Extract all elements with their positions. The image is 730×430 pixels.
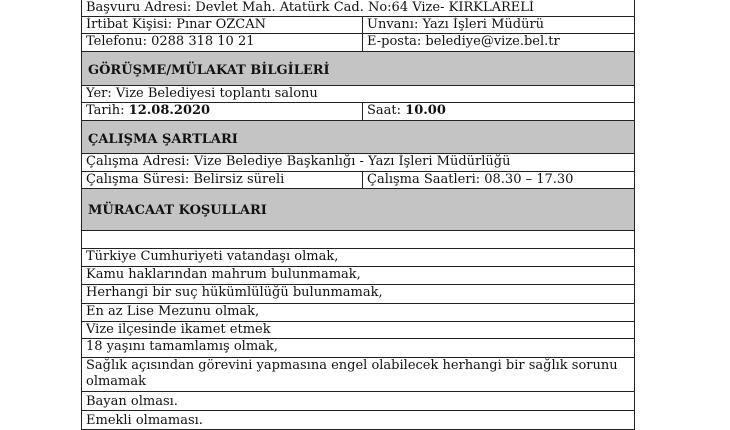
work-heading: ÇALIŞMA ŞARTLARI (88, 132, 238, 147)
contact-title: Unvanı: Yazı İşleri Müdürü (362, 17, 634, 33)
work-hours: Çalışma Saatleri: 08.30 – 17.30 (362, 172, 634, 188)
requirement-item: Bayan olması. (86, 394, 178, 409)
work-address: Çalışma Adresi: Vize Belediye Başkanlığı - Yazı İşleri Müdürlüğü (86, 154, 511, 169)
time-label: Saat: (367, 103, 406, 118)
requirement-row (82, 392, 634, 411)
requirement-row (82, 322, 634, 339)
requirement-item: Emekli olmaması. (86, 413, 203, 428)
requirement-row (82, 358, 634, 392)
work-header (82, 121, 634, 154)
requirement-item: Kamu haklarından mahrum bulunmamak, (86, 267, 361, 282)
spacer-row (82, 231, 634, 249)
contact-person: İrtibat Kişisi: Pınar ÖZCAN (86, 17, 266, 32)
time-value: 10.00 (405, 103, 446, 118)
requirements-heading: MÜRACAAT KOŞULLARI (88, 203, 267, 218)
work-address-row (82, 154, 634, 172)
requirement-item: En az Lise Mezunu olmak, (86, 304, 260, 319)
application-address: Başvuru Adresi: Devlet Mah. Atatürk Cad. No:64 Vize- KIRKLARELİ (86, 0, 535, 15)
spacer (82, 231, 634, 248)
interview-time (362, 103, 634, 120)
work-schedule-row (82, 172, 634, 189)
requirement-item: Herhangi bir suç hükümlülüğü bulunmamak, (86, 285, 383, 300)
requirement-row (82, 267, 634, 285)
interview-heading: GÖRÜŞME/MÜLAKAT BİLGİLERİ (88, 63, 330, 78)
interview-location-row (82, 86, 634, 103)
requirement-row (82, 339, 634, 358)
job-posting-table (81, 0, 635, 430)
phone-row (82, 34, 634, 52)
contact-row (82, 17, 634, 34)
date-value: 12.08.2020 (128, 103, 211, 118)
requirement-item: Vize ilçesinde ikamet etmek (86, 322, 271, 337)
requirement-row (82, 285, 634, 304)
requirement-item: Türkiye Cumhuriyeti vatandaşı olmak, (86, 249, 339, 264)
phone: Telefonu: 0288 318 10 21 (86, 34, 255, 49)
date-label: Tarih: (86, 103, 129, 118)
email: E-posta: belediye@vize.bel.tr (362, 34, 634, 51)
work-duration: Çalışma Süresi: Belirsiz süreli (86, 172, 285, 187)
address-row (82, 0, 634, 17)
requirements-header (82, 189, 634, 231)
interview-date (82, 103, 362, 120)
requirement-row (82, 411, 634, 430)
interview-location: Yer: Vize Belediyesi toplantı salonu (86, 86, 318, 101)
interview-datetime-row (82, 103, 634, 121)
requirement-row (82, 249, 634, 267)
requirement-row (82, 304, 634, 322)
requirement-item: 18 yaşını tamamlamış olmak, (86, 339, 278, 354)
interview-header (82, 52, 634, 86)
requirement-item: Sağlık açısından görevini yapmasına engel olabilecek herhangi bir sağlık sorunu olmamak (86, 358, 618, 389)
